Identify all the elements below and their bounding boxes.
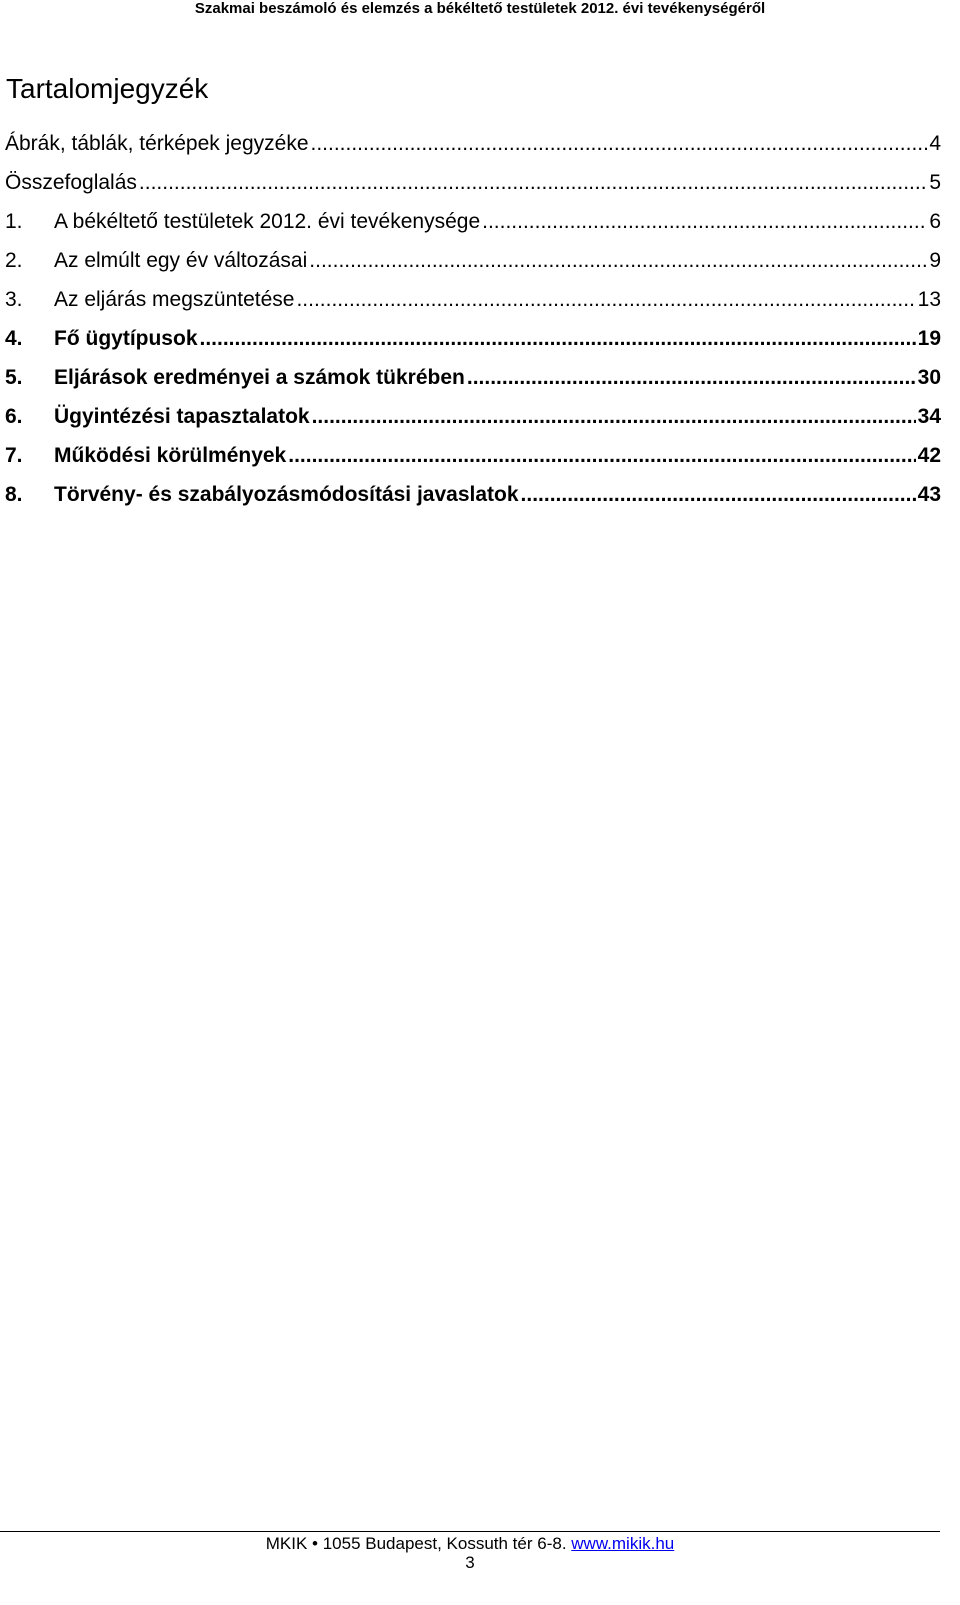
footer-address: MKIK • 1055 Budapest, Kossuth tér 6-8. (265, 1534, 567, 1553)
toc-entry-text: Ábrák, táblák, térképek jegyzéke (5, 132, 309, 155)
toc-dot-leader (312, 404, 916, 430)
toc-page-number: 5 (929, 171, 941, 194)
toc-title: Tartalomjegyzék (6, 73, 209, 104)
toc-page-number: 13 (917, 288, 941, 311)
toc-entry-number: 8. (5, 483, 23, 506)
toc-entry-number: 3. (5, 288, 23, 311)
toc-entry-text: Ügyintézési tapasztalatok (54, 405, 310, 428)
toc-page-number: 19 (917, 327, 941, 350)
toc-dot-leader (467, 365, 916, 391)
toc-entry-4[interactable] (5, 326, 941, 365)
toc-page-number: 4 (929, 132, 941, 155)
page-number: 3 (465, 1553, 475, 1572)
running-header: Szakmai beszámoló és elemzés a békéltető testületek 2012. évi tevékenységéről (194, 0, 766, 17)
toc-dot-leader (200, 326, 916, 352)
toc-entry-number: 2. (5, 249, 23, 272)
toc-entry-text: Az eljárás megszüntetése (54, 288, 295, 311)
toc-entry-text: Eljárások eredményei a számok tükrében (54, 366, 465, 389)
toc-entry-number: 1. (5, 210, 23, 233)
toc-page-number: 9 (929, 249, 941, 272)
toc-entry-2[interactable] (5, 248, 941, 287)
toc-entry-text: A békéltető testületek 2012. évi tevékenysége (54, 210, 481, 233)
toc-dot-leader (139, 170, 927, 196)
toc-entry-number: 4. (5, 327, 23, 350)
toc-dot-leader (309, 248, 927, 274)
toc-entry-6[interactable] (5, 404, 941, 443)
toc-entry-3[interactable] (5, 287, 941, 326)
toc-entry-number: 7. (5, 444, 23, 467)
toc-entry-1[interactable] (5, 209, 941, 248)
toc-page-number: 42 (917, 444, 941, 467)
toc-entry-figures[interactable] (5, 131, 941, 170)
toc-entry-text: Fő ügytípusok (54, 327, 198, 350)
toc-entry-number: 5. (5, 366, 23, 389)
toc-entry-8[interactable] (5, 482, 941, 521)
toc-dot-leader (288, 443, 915, 469)
toc-dot-leader (311, 131, 928, 157)
toc-dot-leader (521, 482, 916, 508)
toc-entry-text: Az elmúlt egy év változásai (54, 249, 308, 272)
table-of-contents (5, 131, 941, 521)
toc-dot-leader (296, 287, 915, 313)
toc-entry-text: Működési körülmények (54, 444, 287, 467)
toc-page-number: 34 (917, 405, 941, 428)
toc-entry-number: 6. (5, 405, 23, 428)
footer-website-link[interactable]: www.mikik.hu (571, 1534, 675, 1553)
toc-dot-leader (482, 209, 927, 235)
toc-page-number: 43 (917, 483, 941, 506)
toc-entry-summary[interactable] (5, 170, 941, 209)
toc-page-number: 6 (929, 210, 941, 233)
toc-entry-text: Törvény- és szabályozásmódosítási javaslatok (54, 483, 519, 506)
footer (0, 1534, 940, 1554)
footer-divider (0, 1531, 940, 1532)
toc-entry-7[interactable] (5, 443, 941, 482)
toc-page-number: 30 (917, 366, 941, 389)
toc-entry-5[interactable] (5, 365, 941, 404)
toc-entry-text: Összefoglalás (5, 171, 137, 194)
